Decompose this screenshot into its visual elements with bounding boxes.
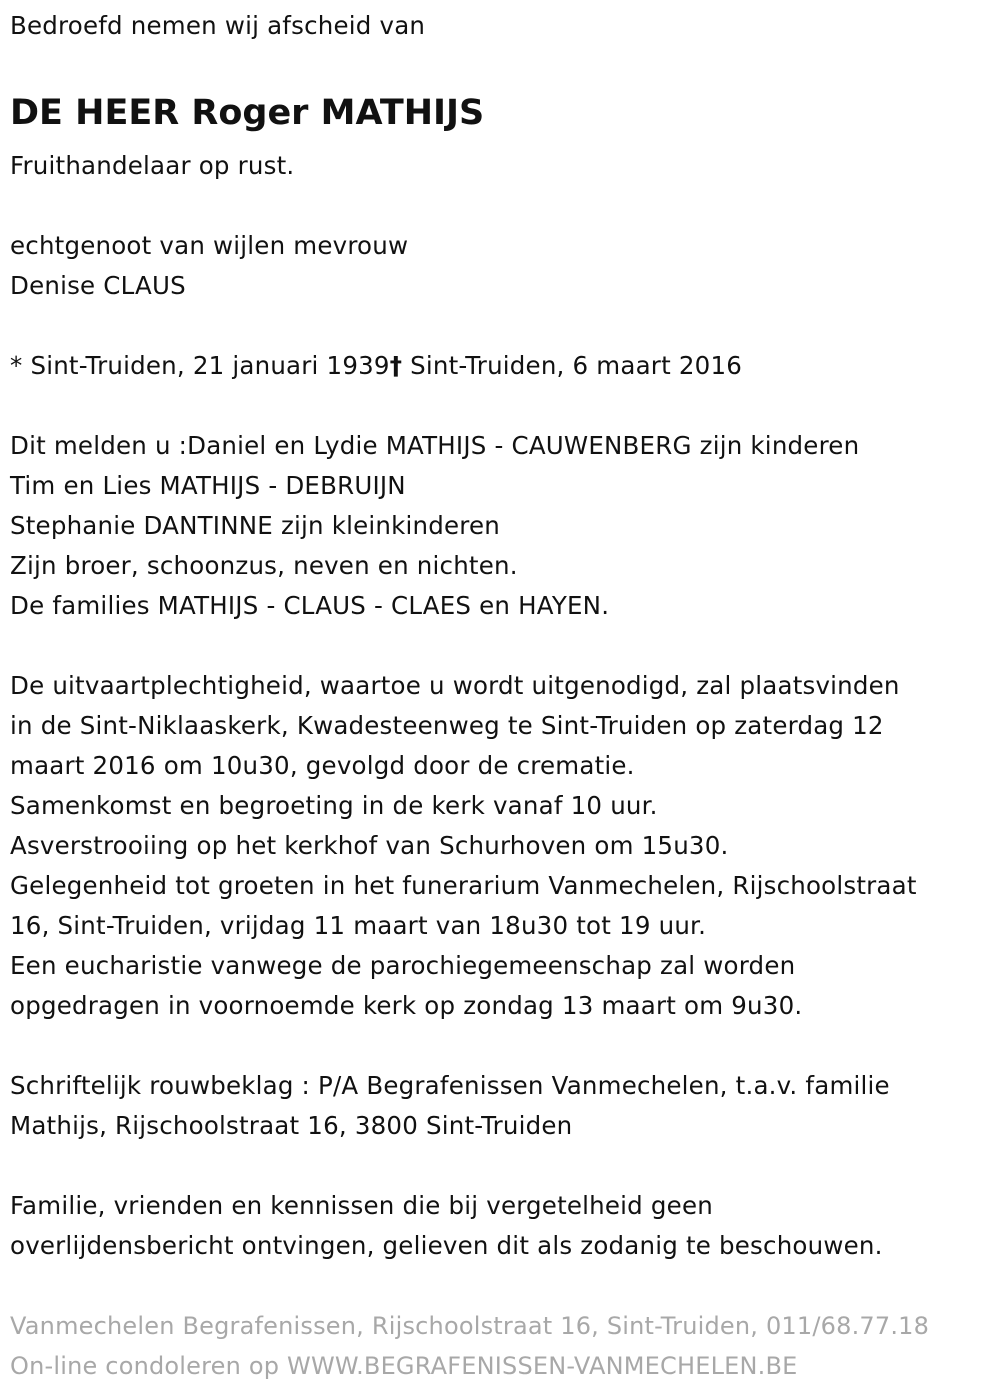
intro-text: Bedroefd nemen wij afscheid van [10, 11, 426, 40]
spacer [10, 386, 995, 426]
occupation: Fruithandelaar op rust. [10, 151, 295, 180]
spouse-line-1: echtgenoot van wijlen mevrouw [10, 231, 409, 260]
ceremony-line: Asverstrooiing op het kerkhof van Schurhoven om 15u30. [10, 831, 729, 860]
family-line: Stephanie DANTINNE zijn kleinkinderen [10, 511, 501, 540]
spacer [10, 186, 995, 226]
ceremony-line: opgedragen in voornoemde kerk op zondag 13 maart om 9u30. [10, 991, 803, 1020]
cross-icon: † [389, 351, 403, 380]
ceremony-line: De uitvaartplechtigheid, waartoe u wordt uitgenodigd, zal plaatsvinden [10, 671, 900, 700]
ceremony-line: Gelegenheid tot groeten in het funerarium Vanmechelen, Rijschoolstraat [10, 871, 917, 900]
notice-line: overlijdensbericht ontvingen, gelieven dit als zodanig te beschouwen. [10, 1231, 883, 1260]
family-line: Zijn broer, schoonzus, neven en nichten. [10, 551, 518, 580]
ceremony-line: Samenkomst en begroeting in de kerk vanaf 10 uur. [10, 791, 658, 820]
spacer [10, 1266, 995, 1306]
spacer [10, 46, 995, 86]
ceremony-line: 16, Sint-Truiden, vrijdag 11 maart van 18u30 tot 19 uur. [10, 911, 707, 940]
spouse-line-2: Denise CLAUS [10, 271, 186, 300]
funeral-home-info: Vanmechelen Begrafenissen, Rijschoolstraat 16, Sint-Truiden, 011/68.77.18 [10, 1312, 930, 1340]
family-line: De families MATHIJS - CLAUS - CLAES en HAYEN. [10, 591, 610, 620]
death-date: Sint-Truiden, 6 maart 2016 [402, 351, 743, 380]
ceremony-line: maart 2016 om 10u30, gevolgd door de crematie. [10, 751, 635, 780]
birth-date: * Sint-Truiden, 21 januari 1939 [10, 351, 390, 380]
dates-line [10, 346, 995, 386]
family-line: Dit melden u :Daniel en Lydie MATHIJS - CAUWENBERG zijn kinderen [10, 431, 860, 460]
online-condolence-link[interactable]: On-line condoleren op WWW.BEGRAFENISSEN-VANMECHELEN.BE [10, 1352, 798, 1380]
spacer [10, 626, 995, 666]
condolence-line: Mathijs, Rijschoolstraat 16, 3800 Sint-Truiden [10, 1111, 573, 1140]
spacer [10, 1026, 995, 1066]
spacer [10, 1146, 995, 1186]
family-line: Tim en Lies MATHIJS - DEBRUIJN [10, 471, 406, 500]
spacer [10, 306, 995, 346]
condolence-line: Schriftelijk rouwbeklag : P/A Begrafenissen Vanmechelen, t.a.v. familie [10, 1071, 890, 1100]
ceremony-line: in de Sint-Niklaaskerk, Kwadesteenweg te Sint-Truiden op zaterdag 12 [10, 711, 884, 740]
death-notice [10, 6, 995, 1386]
deceased-name: DE HEER Roger MATHIJS [10, 93, 485, 133]
ceremony-line: Een eucharistie vanwege de parochiegemeenschap zal worden [10, 951, 796, 980]
notice-line: Familie, vrienden en kennissen die bij vergetelheid geen [10, 1191, 713, 1220]
